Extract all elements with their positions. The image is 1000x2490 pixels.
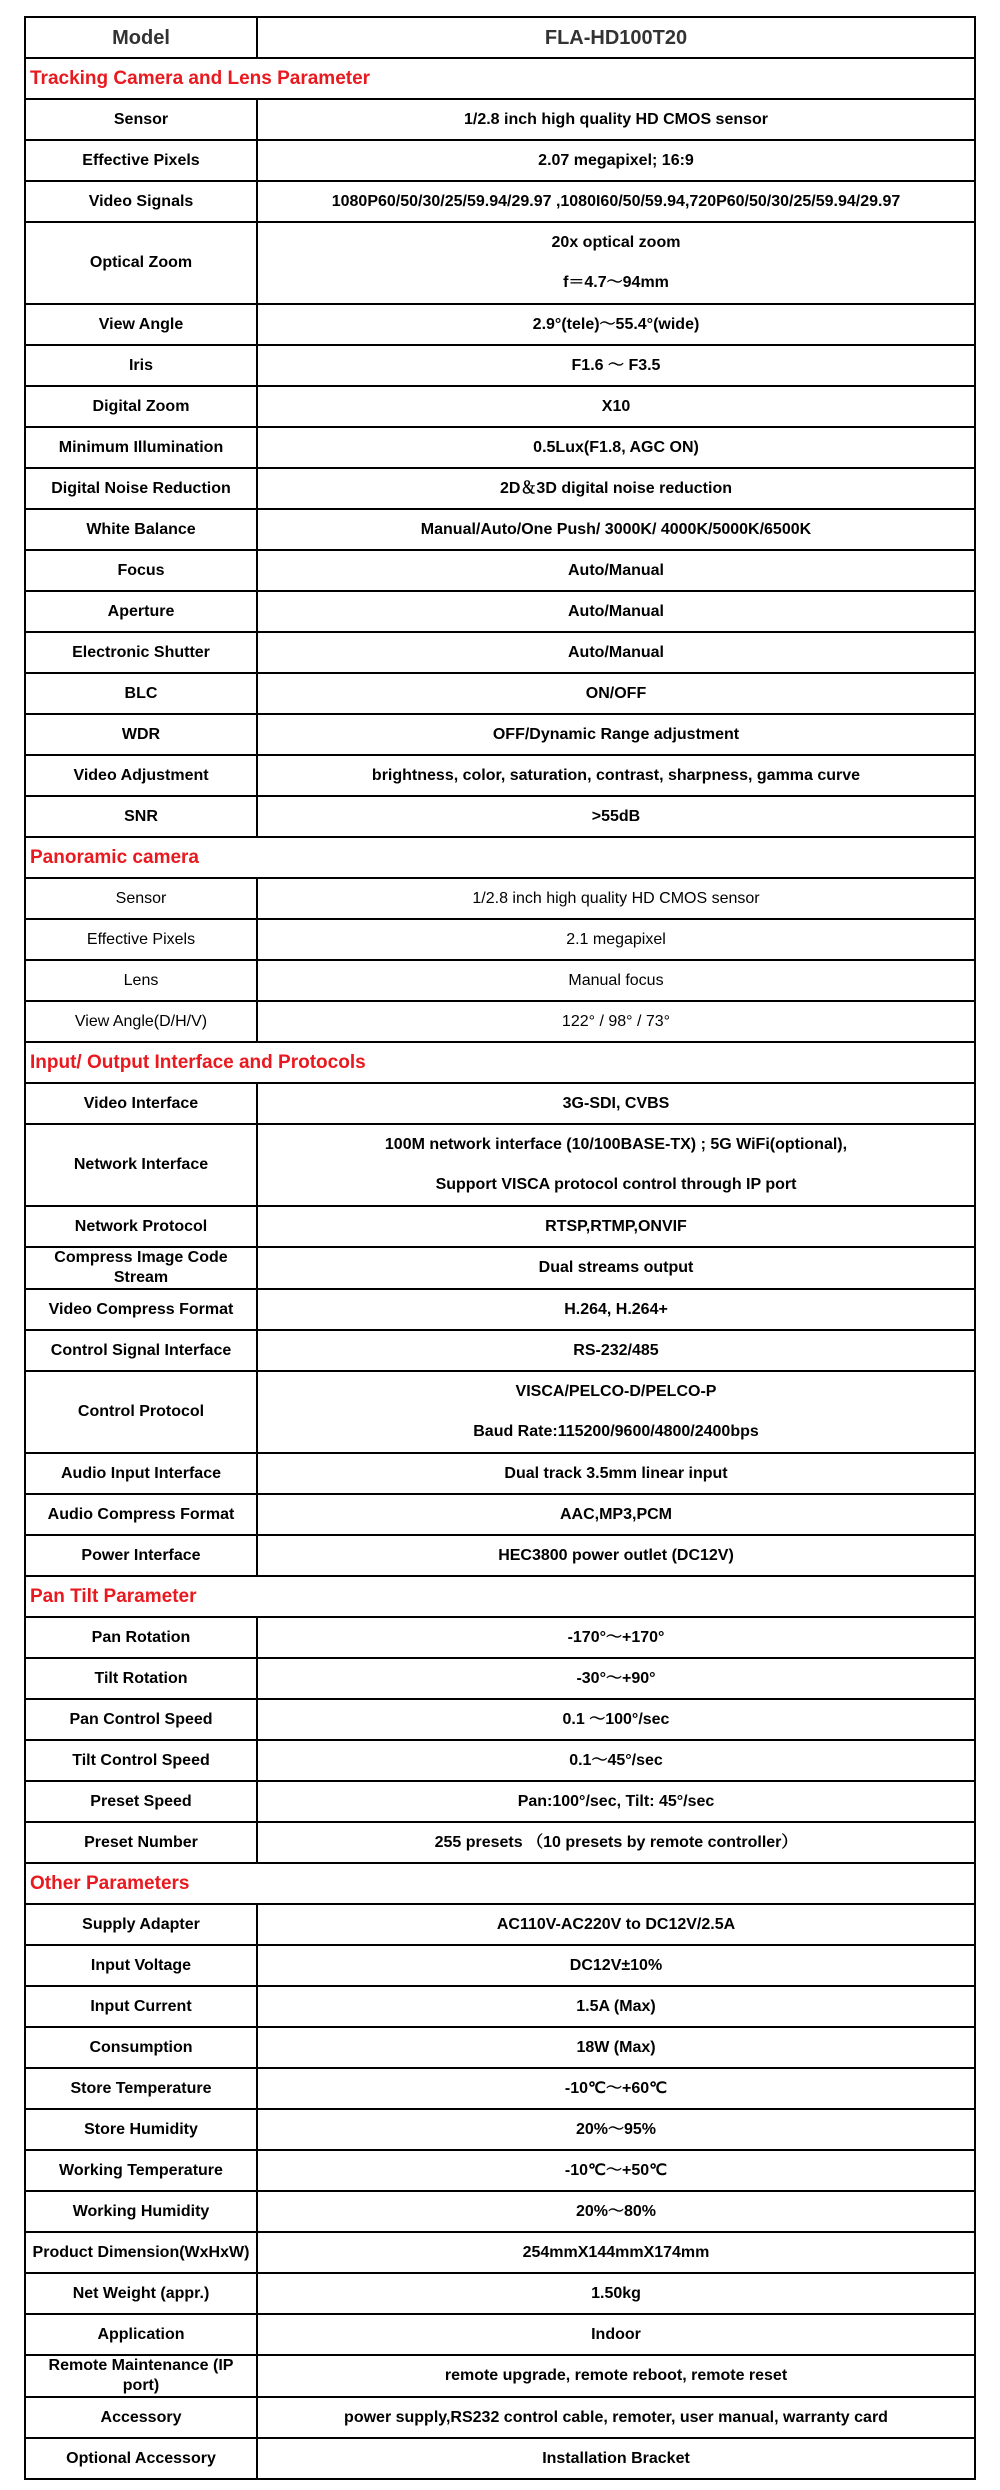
spec-value	[257, 2150, 975, 2191]
spec-row	[25, 1617, 975, 1658]
spec-value	[257, 1535, 975, 1576]
spec-value	[257, 2397, 975, 2438]
spec-row	[25, 1371, 975, 1453]
spec-value	[257, 2314, 975, 2355]
spec-label: Iris	[25, 345, 257, 386]
spec-label: Control Signal Interface	[25, 1330, 257, 1371]
spec-label: Product Dimension(WxHxW)	[25, 2232, 257, 2273]
spec-label: Aperture	[25, 591, 257, 632]
spec-value-line: Baud Rate:115200/9600/4800/2400bps	[473, 1423, 759, 1440]
spec-label: Network Interface	[25, 1124, 257, 1206]
spec-value	[257, 1494, 975, 1535]
spec-label: Lens	[25, 960, 257, 1001]
spec-label: Network Protocol	[25, 1206, 257, 1247]
spec-label: White Balance	[25, 509, 257, 550]
spec-row	[25, 304, 975, 345]
spec-value-line: 1.50kg	[591, 2284, 641, 2302]
spec-value-line: Manual/Auto/One Push/ 3000K/ 4000K/5000K/6500K	[420, 520, 812, 538]
spec-value	[257, 1247, 975, 1289]
spec-row	[25, 2314, 975, 2355]
spec-value	[257, 1740, 975, 1781]
spec-row	[25, 1822, 975, 1863]
spec-value	[257, 140, 975, 181]
spec-label: Sensor	[25, 878, 257, 919]
spec-label: Effective Pixels	[25, 140, 257, 181]
spec-row	[25, 1289, 975, 1330]
spec-value	[257, 796, 975, 837]
spec-value-line: Pan:100°/sec, Tilt: 45°/sec	[517, 1792, 715, 1810]
spec-value-line: Manual focus	[568, 971, 664, 989]
spec-value	[257, 1289, 975, 1330]
spec-row	[25, 1453, 975, 1494]
spec-value	[257, 2438, 975, 2479]
spec-value	[257, 1083, 975, 1124]
spec-value-line: Support VISCA protocol control through IP port	[435, 1176, 797, 1193]
spec-label: Focus	[25, 550, 257, 591]
spec-label: Pan Control Speed	[25, 1699, 257, 1740]
spec-row	[25, 222, 975, 304]
spec-value	[257, 386, 975, 427]
spec-value	[257, 1986, 975, 2027]
spec-row	[25, 550, 975, 591]
spec-label: WDR	[25, 714, 257, 755]
spec-value	[257, 1206, 975, 1247]
spec-value-line: -10℃～+60℃	[564, 2079, 668, 2097]
spec-value	[257, 2068, 975, 2109]
spec-row	[25, 2232, 975, 2273]
spec-label: Store Humidity	[25, 2109, 257, 2150]
spec-row	[25, 632, 975, 673]
spec-row	[25, 960, 975, 1001]
spec-value-line: H.264, H.264+	[564, 1300, 668, 1318]
spec-value-line: remote upgrade, remote reboot, remote reset	[444, 2367, 788, 2384]
spec-label: SNR	[25, 796, 257, 837]
spec-value	[257, 1371, 975, 1453]
spec-value	[257, 2109, 975, 2150]
spec-value	[257, 427, 975, 468]
spec-value	[257, 1822, 975, 1863]
spec-value-line: Indoor	[591, 2325, 641, 2343]
spec-label: Working Humidity	[25, 2191, 257, 2232]
spec-label: Supply Adapter	[25, 1904, 257, 1945]
spec-row	[25, 1124, 975, 1206]
spec-row	[25, 1945, 975, 1986]
spec-value	[257, 1904, 975, 1945]
spec-label: Tilt Rotation	[25, 1658, 257, 1699]
spec-table-body	[25, 17, 975, 2479]
spec-value	[257, 2273, 975, 2314]
spec-value-line: HEC3800 power outlet (DC12V)	[498, 1546, 734, 1564]
spec-value	[257, 919, 975, 960]
spec-value-line: 255 presets （10 presets by remote controller）	[434, 1833, 798, 1851]
spec-row	[25, 2027, 975, 2068]
section-header	[25, 1042, 975, 1083]
spec-value-line: X10	[601, 397, 631, 415]
spec-value-line: -170°～+170°	[567, 1628, 665, 1646]
spec-value-line: F1.6 ～ F3.5	[571, 356, 661, 374]
spec-value	[257, 1781, 975, 1822]
section-title: Tracking Camera and Lens Parameter	[25, 58, 975, 99]
spec-value-line: 100M network interface (10/100BASE-TX) ; 5G WiFi(optional),	[384, 1136, 848, 1153]
spec-value-line: 2.9°(tele)～55.4°(wide)	[532, 315, 700, 333]
spec-value	[257, 222, 975, 304]
spec-value-line: Auto/Manual	[568, 602, 664, 620]
section-header	[25, 1576, 975, 1617]
spec-label: Input Current	[25, 1986, 257, 2027]
spec-value-line: >55dB	[591, 807, 641, 825]
spec-value	[257, 2355, 975, 2397]
section-title: Panoramic camera	[25, 837, 975, 878]
spec-value-line: f＝4.7～94mm	[563, 274, 669, 291]
spec-row	[25, 1494, 975, 1535]
spec-value	[257, 755, 975, 796]
spec-value-line: Dual track 3.5mm linear input	[504, 1464, 728, 1482]
spec-row	[25, 2109, 975, 2150]
spec-value	[257, 468, 975, 509]
spec-value-line: 254mmX144mmX174mm	[522, 2243, 710, 2261]
spec-label: Audio Compress Format	[25, 1494, 257, 1535]
spec-value-line: Auto/Manual	[568, 643, 664, 661]
spec-value-line: DC12V±10%	[569, 1956, 663, 1974]
spec-row	[25, 1904, 975, 1945]
spec-value-line: -10℃～+50℃	[564, 2161, 668, 2179]
spec-value	[257, 1699, 975, 1740]
spec-value-line: 0.1～45°/sec	[569, 1751, 663, 1769]
spec-value-line: 3G-SDI, CVBS	[562, 1094, 670, 1112]
model-value: FLA-HD100T20	[257, 17, 975, 58]
spec-value-line: 20%～95%	[575, 2120, 657, 2138]
spec-value	[257, 878, 975, 919]
spec-label: Store Temperature	[25, 2068, 257, 2109]
spec-label: Video Compress Format	[25, 1289, 257, 1330]
spec-row	[25, 99, 975, 140]
spec-value	[257, 1001, 975, 1042]
spec-value-line: 2.07 megapixel; 16:9	[538, 151, 694, 169]
spec-value-line: 0.5Lux(F1.8, AGC ON)	[533, 438, 699, 456]
spec-value-line: RS-232/485	[573, 1341, 659, 1359]
spec-value-line: 20%～80%	[575, 2202, 657, 2220]
section-title: Pan Tilt Parameter	[25, 1576, 975, 1617]
spec-value	[257, 304, 975, 345]
section-title: Other Parameters	[25, 1863, 975, 1904]
spec-value	[257, 591, 975, 632]
spec-row	[25, 714, 975, 755]
spec-label: Power Interface	[25, 1535, 257, 1576]
spec-label: View Angle(D/H/V)	[25, 1001, 257, 1042]
spec-value-line: Auto/Manual	[568, 561, 664, 579]
spec-row	[25, 386, 975, 427]
spec-label: Effective Pixels	[25, 919, 257, 960]
spec-table	[24, 16, 976, 2480]
spec-value	[257, 2232, 975, 2273]
spec-value	[257, 960, 975, 1001]
spec-value	[257, 1945, 975, 1986]
spec-label: Accessory	[25, 2397, 257, 2438]
spec-row	[25, 2273, 975, 2314]
spec-label: Working Temperature	[25, 2150, 257, 2191]
spec-label: Preset Speed	[25, 1781, 257, 1822]
spec-row	[25, 2438, 975, 2479]
spec-label: Net Weight (appr.)	[25, 2273, 257, 2314]
spec-row	[25, 755, 975, 796]
spec-value	[257, 2191, 975, 2232]
spec-label: Tilt Control Speed	[25, 1740, 257, 1781]
spec-row	[25, 1330, 975, 1371]
spec-row	[25, 1083, 975, 1124]
spec-label: Optical Zoom	[25, 222, 257, 304]
spec-value	[257, 1124, 975, 1206]
spec-value	[257, 345, 975, 386]
spec-label: Electronic Shutter	[25, 632, 257, 673]
spec-row	[25, 1740, 975, 1781]
spec-value-line: brightness, color, saturation, contrast, sharpness, gamma curve	[371, 766, 861, 784]
spec-value-line: 1.5A (Max)	[576, 1997, 656, 2015]
spec-label: Digital Noise Reduction	[25, 468, 257, 509]
model-label: Model	[25, 17, 257, 58]
spec-row	[25, 673, 975, 714]
spec-row	[25, 345, 975, 386]
spec-label: Digital Zoom	[25, 386, 257, 427]
spec-label: Video Signals	[25, 181, 257, 222]
spec-row	[25, 2397, 975, 2438]
spec-row	[25, 1001, 975, 1042]
spec-value-line: 1080P60/50/30/25/59.94/29.97 ,1080I60/50/59.94,720P60/50/30/25/59.94/29.97	[331, 192, 901, 210]
spec-row	[25, 468, 975, 509]
spec-label: Preset Number	[25, 1822, 257, 1863]
spec-value	[257, 509, 975, 550]
spec-row	[25, 2068, 975, 2109]
spec-value	[257, 181, 975, 222]
model-row	[25, 17, 975, 58]
spec-value-line: 20x optical zoom	[551, 234, 681, 251]
spec-value-line: AAC,MP3,PCM	[559, 1505, 672, 1523]
spec-label: View Angle	[25, 304, 257, 345]
spec-value	[257, 1453, 975, 1494]
spec-label: Audio Input Interface	[25, 1453, 257, 1494]
spec-value-line: 2D＆3D digital noise reduction	[499, 479, 733, 497]
section-header	[25, 1863, 975, 1904]
spec-value	[257, 99, 975, 140]
spec-value-line: VISCA/PELCO-D/PELCO-P	[515, 1383, 717, 1400]
spec-value	[257, 714, 975, 755]
spec-row	[25, 427, 975, 468]
spec-value	[257, 1330, 975, 1371]
spec-row	[25, 878, 975, 919]
spec-row	[25, 181, 975, 222]
spec-row	[25, 2355, 975, 2397]
spec-value	[257, 1658, 975, 1699]
spec-row	[25, 1247, 975, 1289]
spec-row	[25, 2191, 975, 2232]
spec-row	[25, 1986, 975, 2027]
spec-value-line: Dual streams output	[538, 1259, 694, 1276]
spec-value-line: RTSP,RTMP,ONVIF	[545, 1217, 687, 1235]
spec-label: Video Adjustment	[25, 755, 257, 796]
spec-row	[25, 140, 975, 181]
spec-value-line: 122° / 98° / 73°	[561, 1012, 671, 1030]
spec-label: Remote Maintenance (IP port)	[25, 2355, 257, 2397]
spec-value-line: -30°～+90°	[576, 1669, 656, 1687]
spec-label: Consumption	[25, 2027, 257, 2068]
spec-value	[257, 550, 975, 591]
spec-value	[257, 1617, 975, 1658]
spec-value-line: AC110V-AC220V to DC12V/2.5A	[496, 1915, 736, 1933]
spec-row	[25, 1781, 975, 1822]
spec-value-line: ON/OFF	[585, 684, 647, 702]
spec-row	[25, 1535, 975, 1576]
spec-row	[25, 591, 975, 632]
spec-value-line: 0.1 ～100°/sec	[562, 1710, 670, 1728]
spec-row	[25, 1699, 975, 1740]
spec-value	[257, 632, 975, 673]
spec-label: Control Protocol	[25, 1371, 257, 1453]
spec-value	[257, 673, 975, 714]
spec-value	[257, 2027, 975, 2068]
spec-value-line: 1/2.8 inch high quality HD CMOS sensor	[472, 889, 760, 907]
spec-value-line: 1/2.8 inch high quality HD CMOS sensor	[463, 110, 769, 128]
spec-row	[25, 919, 975, 960]
spec-value-line: power supply,RS232 control cable, remoter, user manual, warranty card	[344, 2408, 888, 2426]
spec-label: Minimum Illumination	[25, 427, 257, 468]
spec-label: BLC	[25, 673, 257, 714]
spec-label: Sensor	[25, 99, 257, 140]
spec-value-line: OFF/Dynamic Range adjustment	[492, 725, 740, 743]
section-header	[25, 58, 975, 99]
section-title: Input/ Output Interface and Protocols	[25, 1042, 975, 1083]
spec-label: Pan Rotation	[25, 1617, 257, 1658]
spec-value-line: 2.1 megapixel	[566, 930, 666, 948]
spec-label: Application	[25, 2314, 257, 2355]
spec-row	[25, 796, 975, 837]
spec-row	[25, 1658, 975, 1699]
spec-label: Video Interface	[25, 1083, 257, 1124]
spec-value-line: 18W (Max)	[576, 2038, 656, 2056]
spec-row	[25, 509, 975, 550]
spec-label: Input Voltage	[25, 1945, 257, 1986]
section-header	[25, 837, 975, 878]
spec-label: Compress Image Code Stream	[25, 1247, 257, 1289]
spec-row	[25, 2150, 975, 2191]
spec-row	[25, 1206, 975, 1247]
spec-value-line: Installation Bracket	[542, 2449, 690, 2467]
spec-label: Optional Accessory	[25, 2438, 257, 2479]
